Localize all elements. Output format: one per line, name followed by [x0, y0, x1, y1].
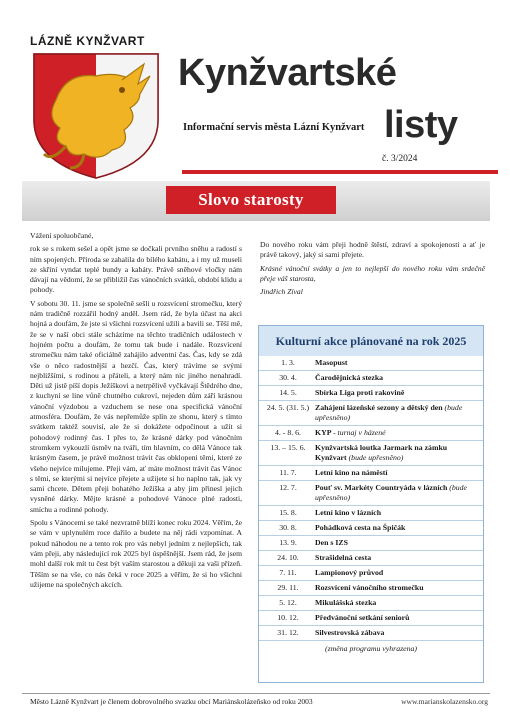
event-title: Mikulášská stezka [315, 598, 377, 607]
event-title: Kynžvartská loutka Jarmark na zámku Kynžvart [315, 443, 448, 462]
event-name [315, 523, 479, 533]
events-box [258, 325, 484, 683]
event-name [315, 403, 479, 423]
event-date: 5. 12. [279, 598, 297, 607]
event-title: Masopust [315, 358, 348, 367]
event-name [315, 358, 479, 368]
event-date: 7. 11. [279, 568, 297, 577]
event-date: 11. 7. [279, 468, 297, 477]
event-row [259, 356, 483, 371]
event-title: Sbírka Liga proti rakovině [315, 388, 405, 397]
event-row [259, 371, 483, 386]
event-row [259, 466, 483, 481]
event-title: Den s IZS [315, 538, 348, 547]
event-row [259, 481, 483, 506]
event-row [259, 551, 483, 566]
event-name [315, 388, 479, 398]
wishes: Krásné vánoční svátky a jen to nejlepší do nového roku vám srdečně přeje váš starosta, [260, 263, 485, 283]
events-footnote: (změna programu vyhrazena) [325, 644, 417, 653]
mayor-letter-right-column [260, 240, 485, 300]
event-title: KYP [315, 428, 332, 437]
lion-crest-icon [26, 50, 166, 182]
event-title: Letní kino v lázních [315, 508, 382, 517]
event-title: Silvestrovská zábava [315, 628, 385, 637]
event-title: Lampionový průvod [315, 568, 384, 577]
event-date: 31. 12. [277, 628, 299, 637]
event-name [315, 443, 479, 463]
issue-number: č. 3/2024 [382, 154, 418, 164]
event-row [259, 441, 483, 466]
event-name [315, 538, 479, 548]
event-date: 12. 7. [279, 483, 297, 492]
event-row [259, 596, 483, 611]
masthead-title-second-line: listy [384, 104, 458, 146]
town-name: LÁZNĚ KYNŽVART [30, 34, 145, 48]
header-divider [182, 170, 498, 174]
footer-membership: Město Lázně Kynžvart je členem dobrovolného svazku obcí Mariánskolázeňsko od roku 2003 [30, 697, 313, 706]
paragraph: Do nového roku vám přeji hodně štěstí, zdraví a spokojenosti a ať je právě takový, jaký si sami přejete. [260, 240, 485, 260]
event-name [315, 373, 479, 383]
event-row [259, 536, 483, 551]
event-row [259, 581, 483, 596]
event-name [315, 568, 479, 578]
event-name [315, 468, 479, 478]
event-row [259, 611, 483, 626]
event-date: 30. 4. [279, 373, 297, 382]
event-row [259, 386, 483, 401]
event-row [259, 626, 483, 641]
event-date: 10. 12. [277, 613, 299, 622]
masthead-title: Kynžvartské [178, 52, 397, 94]
event-title: Čarodějnická stezka [315, 373, 384, 382]
event-name [315, 483, 479, 503]
event-title: Pouť sv. Markéty Countryáda v lázních [315, 483, 448, 492]
paragraph: V sobotu 30. 11. jsme se společně sešli u rozsvícení stromečku, který nám tradičně rozzářil hodný anděl. Jsem rád, že byla účast na akci hojná a doufám, že jste si všichni rozsvícení užili a bavili se. Těší mě, že se v naší obci stále scházíme na těchto tradičních událostech v hojném počtu a doufám, že tomu tak bude i nadále. Rozsvícení stromečku nám také oficiálně zahájilo adventní čas. Čas, kdy se zdá vše o něco radostnější a hezčí. Čas, který trávíme se svými nejbližšími, s rodinou a přáteli, a který nám nic jiného nenahradí. Děti už jistě píší dopis Ježíškovi a netrpělivě vyčkávají Štědrého dne, z kuchyní se line vůně chutného cukroví, nejeden dům září krásnou vánoční výzdobou a vzduchem se nese ona specifická vánoční atmosféra. Doufám, že vás nepřemůže splín ze shonu, který s tímto svátkem taktéž souvisí, ale že si dokážete odpočinout a užít si pohodový rodinný čas. I přes to, že krásné dárky pod vánočním stromkem vykouzlí úsměv na tváři, tím hlavním, co dělá Vánoce tak krásným časem, je právě možnost trávit čas obklopeni těmi, které ze všeho nejvíce milujeme. Přeji vám, ať máte možnost trávit čas Vánoc s těmi, se kterými si nejvíce přejete a užijete si ho naplno tak, jak vy sami chcete. Dětem přeji bohatého Ježíška a aby jim přinesl jejich vysněné dárky. Mějte krásné a pohodové Vánoce plné radosti, smíchu a rodinné pohody. [30, 298, 243, 514]
event-name [315, 583, 479, 593]
event-row [259, 506, 483, 521]
event-name [315, 553, 479, 563]
event-note: (bude upřesněno) [315, 483, 467, 502]
event-title: Předvánoční setkání seniorů [315, 613, 410, 622]
signature: Jindřich Zíval [260, 287, 303, 297]
masthead-subtitle: Informační servis města Lázní Kynžvart [183, 122, 365, 133]
paragraph: Spolu s Vánocemi se také nezvratně blíží konec roku 2024. Věřím, že se vám v uplynulém roce dařilo a budete na něj rádi vzpomínat. A pokud náhodou ne a tento rok pro vás nebyl jedním z nejlepších, tak vám přeji, aby následující rok 2025 byl úspěšnější. Jsem rád, že jsem mohl další rok mít tu čest být vaším starostou a děkuji za vaši přízeň. Těším se na vše, co nás čeká v roce 2025 a věřím, že si ho všichni užijeme na společných akcích. [30, 518, 242, 589]
event-date: 1. 3. [281, 358, 295, 367]
event-note: (bude upřesněno) [348, 453, 404, 462]
event-row [259, 426, 483, 441]
event-row [259, 401, 483, 426]
event-title: Letní kino na náměstí [315, 468, 388, 477]
event-name [315, 508, 479, 518]
footer-link[interactable]: www.marianskolazensko.org [401, 697, 488, 706]
event-date: 24. 10. [277, 553, 299, 562]
event-date: 4. - 8. 6. [275, 428, 301, 437]
footer [22, 693, 490, 708]
event-name [315, 613, 479, 623]
events-list [259, 356, 483, 641]
event-title: Pohádková cesta na Špičák [315, 523, 406, 532]
event-title: Strašidelná cesta [315, 553, 372, 562]
event-name [315, 428, 479, 438]
paragraph: rok se s rokem sešel a opět jsme se dočkali prvního sněhu a radostí s ním spojených. Příroda se zahalila do bílého kabátu, a i my už museli ze skříní vyndat teplé bundy a kabáty. Právě sněhové vločky nám dávají na vědomí, že se přibližil čas vánočních svátků, období klidu a pohody. [30, 244, 242, 295]
event-row [259, 521, 483, 536]
event-note: (bude upřesněno) [315, 403, 463, 422]
event-date: 14. 5. [279, 388, 297, 397]
section-title: Slovo starosty [166, 186, 336, 214]
event-title: Zahájení lázeňské sezony a dětský den [315, 403, 443, 412]
event-date: 15. 8. [279, 508, 297, 517]
event-date: 13. 9. [279, 538, 297, 547]
event-date: 13. – 15. 6. [270, 443, 306, 452]
event-name [315, 598, 479, 608]
greeting: Vážení spoluobčané, [30, 231, 94, 240]
mayor-letter-left-column [30, 231, 242, 593]
event-date: 29. 11. [277, 583, 299, 592]
event-note: - turnaj v házené [332, 428, 386, 437]
events-box-title: Kulturní akce plánované na rok 2025 [259, 326, 483, 356]
event-name [315, 628, 479, 638]
event-date: 24. 5. (31. 5.) [266, 403, 310, 412]
event-row [259, 566, 483, 581]
event-title: Rozsvícení vánočního stromečku [315, 583, 424, 592]
event-date: 30. 8. [279, 523, 297, 532]
